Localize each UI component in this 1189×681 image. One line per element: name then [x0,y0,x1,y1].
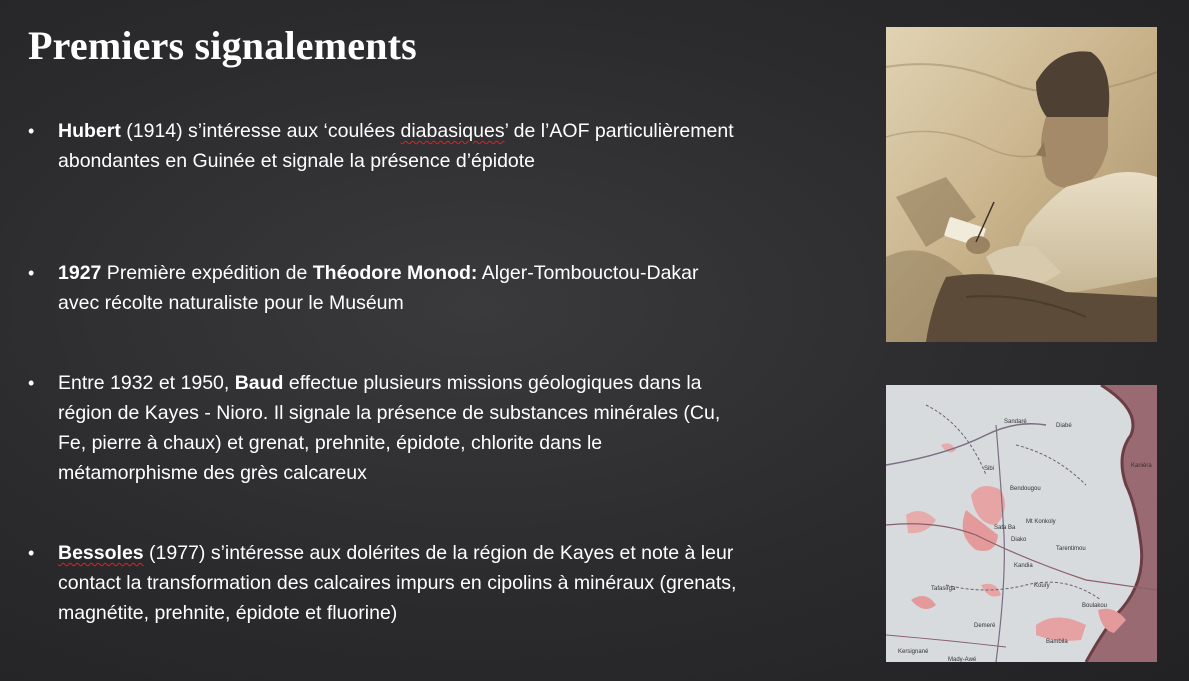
bullet-emphasis: Théodore Monod: [312,262,478,284]
map-label: Mt Konkoly [1026,519,1056,525]
bullet-text: Entre 1932 et 1950, [58,372,235,394]
map-label: Diako [1011,537,1027,543]
bullet-text: diabasiques [400,120,505,142]
map-label: Tarentimou [1056,546,1086,552]
map-label: Mady-Awé [948,657,977,662]
bullet-text: Alger-Tombouctou-Dakar avec récolte naturaliste pour le Muséum [58,262,699,314]
map-label: Sandaré [1004,419,1027,425]
bullet-text: (1977) s’intéresse aux dolérites de la région de Kayes et note à leur contact la transformation des calcaires impurs en cipolins à minéraux (grenats, magnétite, prehnite, épidote et fluorine) [58,542,737,624]
map-label: Kandia [1014,563,1033,569]
map-label: Bambila [1046,639,1068,645]
bullet-bessoles [28,538,738,628]
slide-title: Premiers signalements [28,23,417,68]
map-label: Sibi [984,466,995,472]
bullet-baud [28,368,738,488]
map-label: Diabé [1056,423,1072,429]
map-label: Koury [1034,583,1050,589]
bullet-text: (1914) s’intéresse aux ‘coulées [120,120,401,142]
map-label: Bendougou [1010,486,1041,492]
bullet-emphasis: Hubert [58,120,121,142]
map-label: Demeré [974,623,996,629]
bullet-monod [28,258,738,318]
monod-photo [886,27,1157,342]
bullet-text: Première expédition de [101,262,313,284]
bullet-text: effectue plusieurs missions géologiques dans la région de Kayes - Nioro. Il signale la présence de substances minérales (Cu, Fe, pierre à chaux) et grenat, prehnite, épidote, chlorite dans le métamorphisme des grès calcareux [58,372,721,484]
bullet-hubert [28,116,738,176]
bullet-emphasis: 1927 [58,262,102,284]
map-label: Kersignané [898,649,929,655]
bullet-emphasis: Bessoles [58,542,144,564]
geological-map [886,385,1157,662]
map-label: Sata Ba [994,525,1016,531]
map-label: Tafasirga [931,586,956,592]
bullet-text: ’ de l’AOF particulièrement abondantes en Guinée et signale la présence d’épidote [58,120,734,172]
map-label: Boulakou [1082,603,1108,609]
bullet-emphasis: Baud [234,372,284,394]
map-label: Kanièra [1131,463,1152,469]
